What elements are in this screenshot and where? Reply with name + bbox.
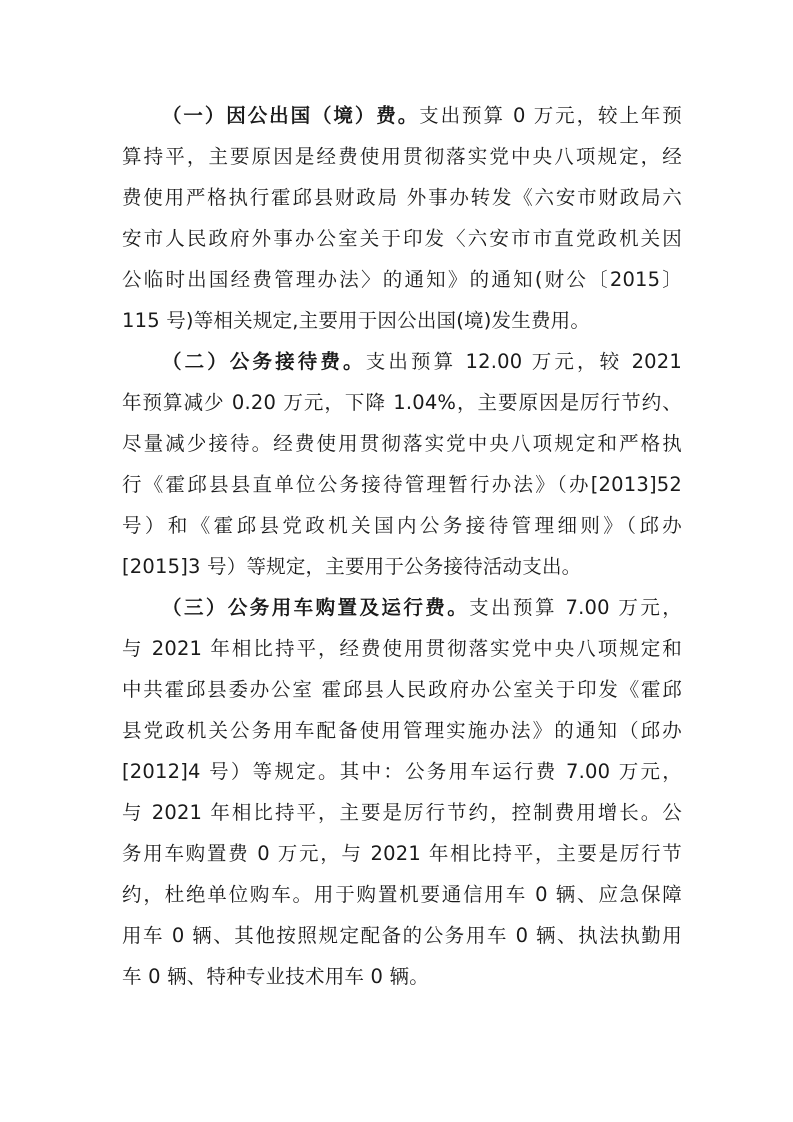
section-2-line-1 <box>162 348 682 376</box>
section-2-line-4: 行《霍邱县县直单位公务接待管理暂行办法》（办[2013]52 <box>122 473 682 496</box>
section-1-line-1 <box>162 102 682 130</box>
section-3-line-6: 与 2021 年相比持平，主要是厉行节约，控制费用增长。公 <box>122 801 682 824</box>
section-1-line-5: 公临时出国经费管理办法〉的通知》的通知(财公〔2015〕 <box>122 268 682 291</box>
section-2-line-2: 年预算减少 0.20 万元，下降 1.04%，主要原因是厉行节约、 <box>122 391 682 414</box>
section-3-line-8: 约，杜绝单位购车。用于购置机要通信用车 0 辆、应急保障 <box>122 883 682 906</box>
section-1-line-3: 费使用严格执行霍邱县财政局 外事办转发《六安市财政局六 <box>122 186 682 209</box>
section-2-line-5: 号）和《霍邱县党政机关国内公务接待管理细则》（邱办 <box>122 514 682 537</box>
section-3-text: 支出预算 7.00 万元， <box>469 596 682 619</box>
section-3-heading: （三）公务用车购置及运行费。 <box>162 596 470 619</box>
section-2-text: 支出预算 12.00 万元，较 2021 <box>365 350 683 373</box>
section-1-line-6: 115 号)等相关规定,主要用于因公出国(境)发生费用。 <box>122 309 591 332</box>
section-2-line-6: [2015]3 号）等规定，主要用于公务接待活动支出。 <box>122 555 582 578</box>
section-1-heading: （一）因公出国（境）费。 <box>162 104 420 127</box>
section-3-line-4: 县党政机关公务用车配备使用管理实施办法》的通知（邱办 <box>122 719 682 742</box>
section-3-line-2: 与 2021 年相比持平，经费使用贯彻落实党中央八项规定和 <box>122 637 682 660</box>
section-3-line-5: [2012]4 号）等规定。其中：公务用车运行费 7.00 万元， <box>122 760 682 783</box>
section-3-line-9: 用车 0 辆、其他按照规定配备的公务用车 0 辆、执法执勤用 <box>122 924 682 947</box>
section-2-line-3: 尽量减少接待。经费使用贯彻落实党中央八项规定和严格执 <box>122 432 682 455</box>
section-3-line-1 <box>162 594 682 622</box>
section-1-line-4: 安市人民政府外事办公室关于印发〈六安市市直党政机关因 <box>122 227 682 250</box>
section-3-line-3: 中共霍邱县委办公室 霍邱县人民政府办公室关于印发《霍邱 <box>122 678 682 701</box>
section-1-line-2: 算持平，主要原因是经费使用贯彻落实党中央八项规定，经 <box>122 145 682 168</box>
section-2-heading: （二）公务接待费。 <box>162 350 366 373</box>
section-1-text: 支出预算 0 万元，较上年预 <box>419 104 683 127</box>
section-3-line-10: 车 0 辆、特种专业技术用车 0 辆。 <box>122 965 429 988</box>
section-3-line-7: 务用车购置费 0 万元，与 2021 年相比持平，主要是厉行节 <box>122 842 682 865</box>
